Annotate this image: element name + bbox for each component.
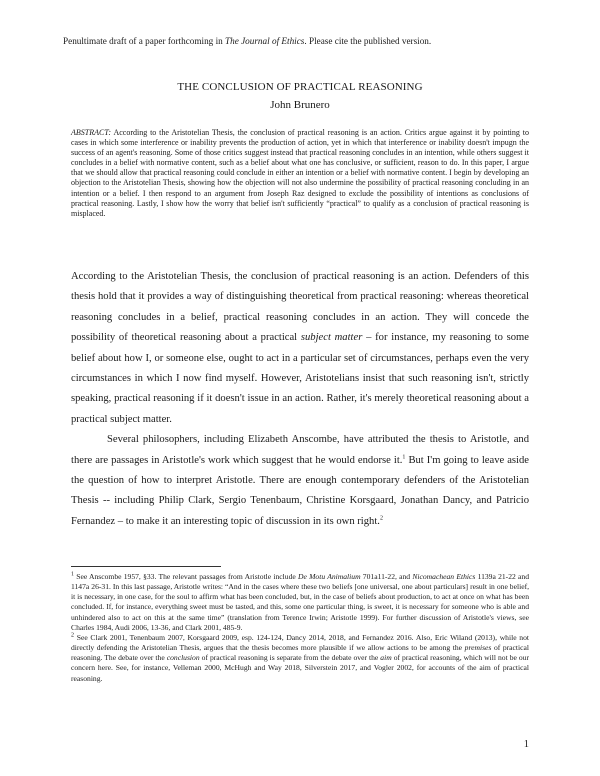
p1-emphasis: subject matter [300,332,363,344]
fn1-text-c: 1139a 21-22 and 1147a 26-31. In this last passage, Aristotle writes: “And in the cases where these two beliefs [one universal, one about particulars] result in one belief, it is necessary, in one case, for the soul to affirm what has been concluded, but, in the case of beliefs about production, to act at once on what has been concluded. If, for instance, everything sweet must be tasted, and this, some one particular thing, is sweet, it is necessary for someone who is able and unhindered also to act on this at the same time” (translation from Terence Irwin; Aristotle 1999). For further discussion of Aristotle's views, see Charles 1984, Audi 2006, 13-36, and Clark 2001, 485-9. [71,572,530,632]
fn1-text-a: See Anscombe 1957, §33. The relevant passages from Aristotle include [74,572,298,581]
paper-title: THE CONCLUSION OF PRACTICAL REASONING [177,81,423,93]
fn2-emphasis-2: conclusion [166,653,200,663]
p1-text-b: – for instance, my reasoning to some belief about how I, or someone else, ought to act in a particular set of circumstances, perhaps even the very circumstances in which I now find myself. However, Aristotelians insist that such reasoning isn't, strictly speaking, practical reasoning if it doesn't issue in an action. Rather, it's merely theoretical reasoning about a practical subject matter. [71,332,529,425]
journal-name: The Journal of Ethics [225,36,305,46]
fn2-emphasis-3: aim [380,653,392,663]
fn1-emphasis-1: De Motu Animalium [298,572,361,581]
body-paragraph-1 [71,267,529,430]
fn2-text-d: of practical reasoning, which will not be our concern here. See, for instance, Velleman 2000, McHugh and Way 2018, Silverstein 2017, and Vogler 2002, for accounts of the aim of practical reasoning. [71,653,530,683]
abstract [71,128,529,219]
footnote-1 [71,572,529,633]
p2-text-b: But I'm going to leave aside the question of how to interpret Aristotle. There are enough contemporary defenders of the Aristotelian Thesis -- including Philip Clark, Sergio Tenenbaum, Christine Korsgaard, Jonathan Dancy, and Patricio Fernandez – to make it an interesting topic of discussion in its own right. [71,454,529,527]
fn2-text-c: of practical reasoning is separate from the debate over the [199,653,381,663]
header-note [63,35,543,47]
fn1-emphasis-2: Nicomachean Ethics [412,572,476,581]
page-number: 1 [523,739,529,750]
fn2-emphasis-1: premises [464,643,492,653]
abstract-text: According to the Aristotelian Thesis, the conclusion of practical reasoning is an action. Critics argue against it by pointing to cases in which some interference or inability prevents the production of action, yet in which that interference or inability doesn't impugn the success of an agent's reasoning. Some of those critics suggest instead that practical reasoning concludes in an intention, while others suggest it concludes in a belief with normative content, such as a belief about what one has conclusive, or sufficient, reason to do. In this paper, I argue that we should allow that practical reasoning could conclude in either an intention or a belief with normative content. I begin by developing an objection to the Aristotelian Thesis, showing how the objection will not also undermine the possibility of practical reasoning concluding in an intention or a belief. I then respond to an argument from Joseph Raz designed to exclude the possibility of intentions as conclusions of practical reasoning. Lastly, I show how the worry that belief isn't sufficiently “practical” to qualify as a conclusion of practical reasoning is misplaced. [71,128,529,218]
author-name: John Brunero [270,99,330,111]
p1-text-a: According to the Aristotelian Thesis, the conclusion of practical reasoning is an action. Defenders of this thesis hold that it provides a way of distinguishing theoretical from practical reasoning: whereas theoretical reasoning concludes in a belief, practical reasoning concludes in an action. They will concede the possibility of theoretical reasoning about a practical [71,271,529,344]
p2-text-a: Several philosophers, including Elizabeth Anscombe, have attributed the thesis to Aristotle, and there are passages in Aristotle's work which suggest that he would endorse it. [71,434,529,466]
footnote-ref-1[interactable]: 1 [402,454,406,461]
fn1-text-b: 701a11-22, and [360,572,413,581]
footnote-divider [71,566,221,567]
header-note-post: . Please cite the published version. [304,36,432,46]
body-paragraph-2 [71,430,529,532]
footnote-ref-2[interactable]: 2 [379,515,383,522]
footnote-2-number: 2 [71,632,74,639]
abstract-label: ABSTRACT: [71,128,112,137]
footnote-1-number: 1 [71,571,74,578]
body-text [71,267,529,532]
header-note-pre: Penultimate draft of a paper forthcoming in [63,36,226,46]
footnote-2 [71,633,529,684]
footnotes [71,572,529,684]
fn2-text-b: of practical reasoning. The debate over the [71,643,529,663]
fn2-text-a: See Clark 2001, Tenenbaum 2007, Korsgaard 2009, esp. 124-124, Dancy 2014, 2018, and Fernandez 2016. Also, Eric Wiland (2013), while not directly defending the Aristotelian Thesis, argues that the thesis becomes more plausible if we allow actions to be among the [71,632,529,653]
